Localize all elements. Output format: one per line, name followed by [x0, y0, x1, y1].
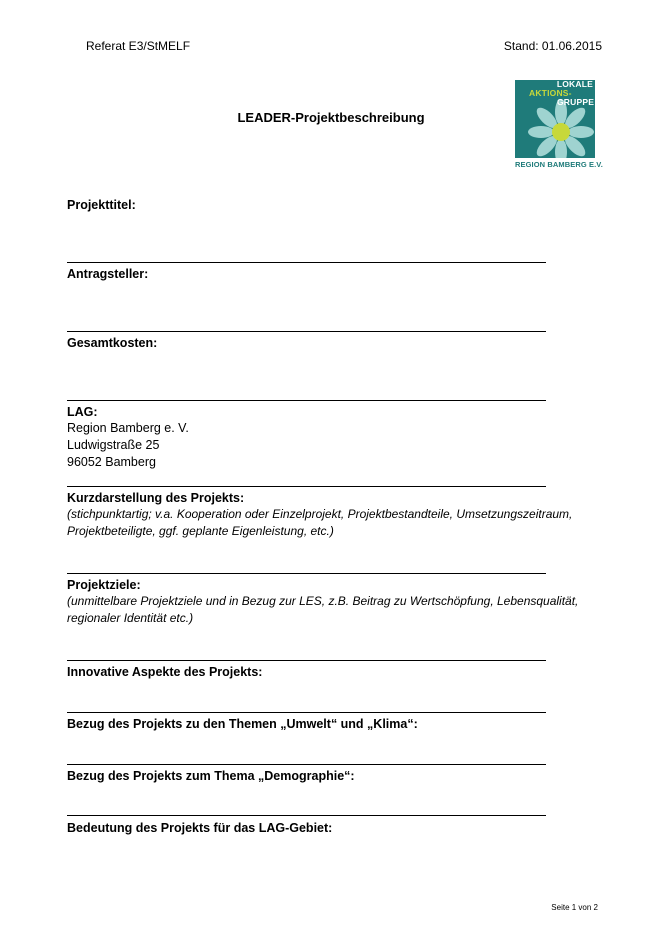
kurzdarstellung-note-2: Projektbeteiligte, ggf. geplante Eigenleistung, etc.): [67, 524, 334, 538]
kurzdarstellung-note-1: (stichpunktartig; v.a. Kooperation oder Einzelprojekt, Projektbestandteile, Umsetzungszeitraum,: [67, 507, 573, 521]
header-department: Referat E3/StMELF: [86, 39, 191, 53]
divider: [67, 764, 546, 765]
section-lag: [67, 404, 607, 471]
section-projektziele: [67, 577, 607, 627]
logo-text-gruppe: GRUPPE: [557, 97, 595, 107]
lag-label: LAG:: [67, 405, 98, 419]
divider: [67, 660, 546, 661]
section-antragsteller: [67, 266, 607, 282]
logo-text-lokale: LOKALE: [556, 80, 593, 89]
page-number: Seite 1 von 2: [551, 903, 598, 912]
logo-badge: [515, 80, 595, 158]
umwelt-label: Bezug des Projekts zu den Themen „Umwelt“ und „Klima“:: [67, 717, 418, 731]
bedeutung-label: Bedeutung des Projekts für das LAG-Gebiet:: [67, 821, 333, 835]
divider: [67, 712, 546, 713]
logo-caption: REGION BAMBERG E.V.: [515, 160, 603, 169]
projektziele-note-2: regionaler Identität etc.): [67, 611, 194, 625]
kurzdarstellung-label: Kurzdarstellung des Projekts:: [67, 491, 245, 505]
logo-text-aktions: AKTIONS-: [529, 88, 572, 98]
demographie-label: Bezug des Projekts zum Thema „Demographie“:: [67, 769, 355, 783]
divider: [67, 573, 546, 574]
projekttitel-label: Projekttitel:: [67, 198, 136, 212]
header-date: Stand: 01.06.2015: [503, 39, 602, 53]
section-gesamtkosten: [67, 335, 607, 351]
divider: [67, 400, 546, 401]
divider: [67, 331, 546, 332]
innovativ-label: Innovative Aspekte des Projekts:: [67, 665, 263, 679]
lag-name: Region Bamberg e. V.: [67, 421, 189, 435]
divider: [67, 486, 546, 487]
gesamtkosten-label: Gesamtkosten:: [67, 336, 158, 350]
lag-logo: [515, 80, 603, 170]
section-bedeutung: [67, 820, 607, 836]
divider: [67, 262, 546, 263]
section-umwelt-klima: [67, 716, 607, 732]
lag-city: 96052 Bamberg: [67, 455, 156, 469]
document-title: LEADER-Projektbeschreibung: [237, 110, 425, 125]
lag-street: Ludwigstraße 25: [67, 438, 160, 452]
section-projekttitel: [67, 197, 607, 213]
section-innovativ: [67, 664, 607, 680]
projektziele-note-1: (unmittelbare Projektziele und in Bezug zur LES, z.B. Beitrag zu Wertschöpfung, Lebensqualität,: [67, 594, 579, 608]
antragsteller-label: Antragsteller:: [67, 267, 149, 281]
divider: [67, 815, 546, 816]
section-kurzdarstellung: [67, 490, 607, 540]
section-demographie: [67, 768, 607, 784]
projektziele-label: Projektziele:: [67, 578, 141, 592]
